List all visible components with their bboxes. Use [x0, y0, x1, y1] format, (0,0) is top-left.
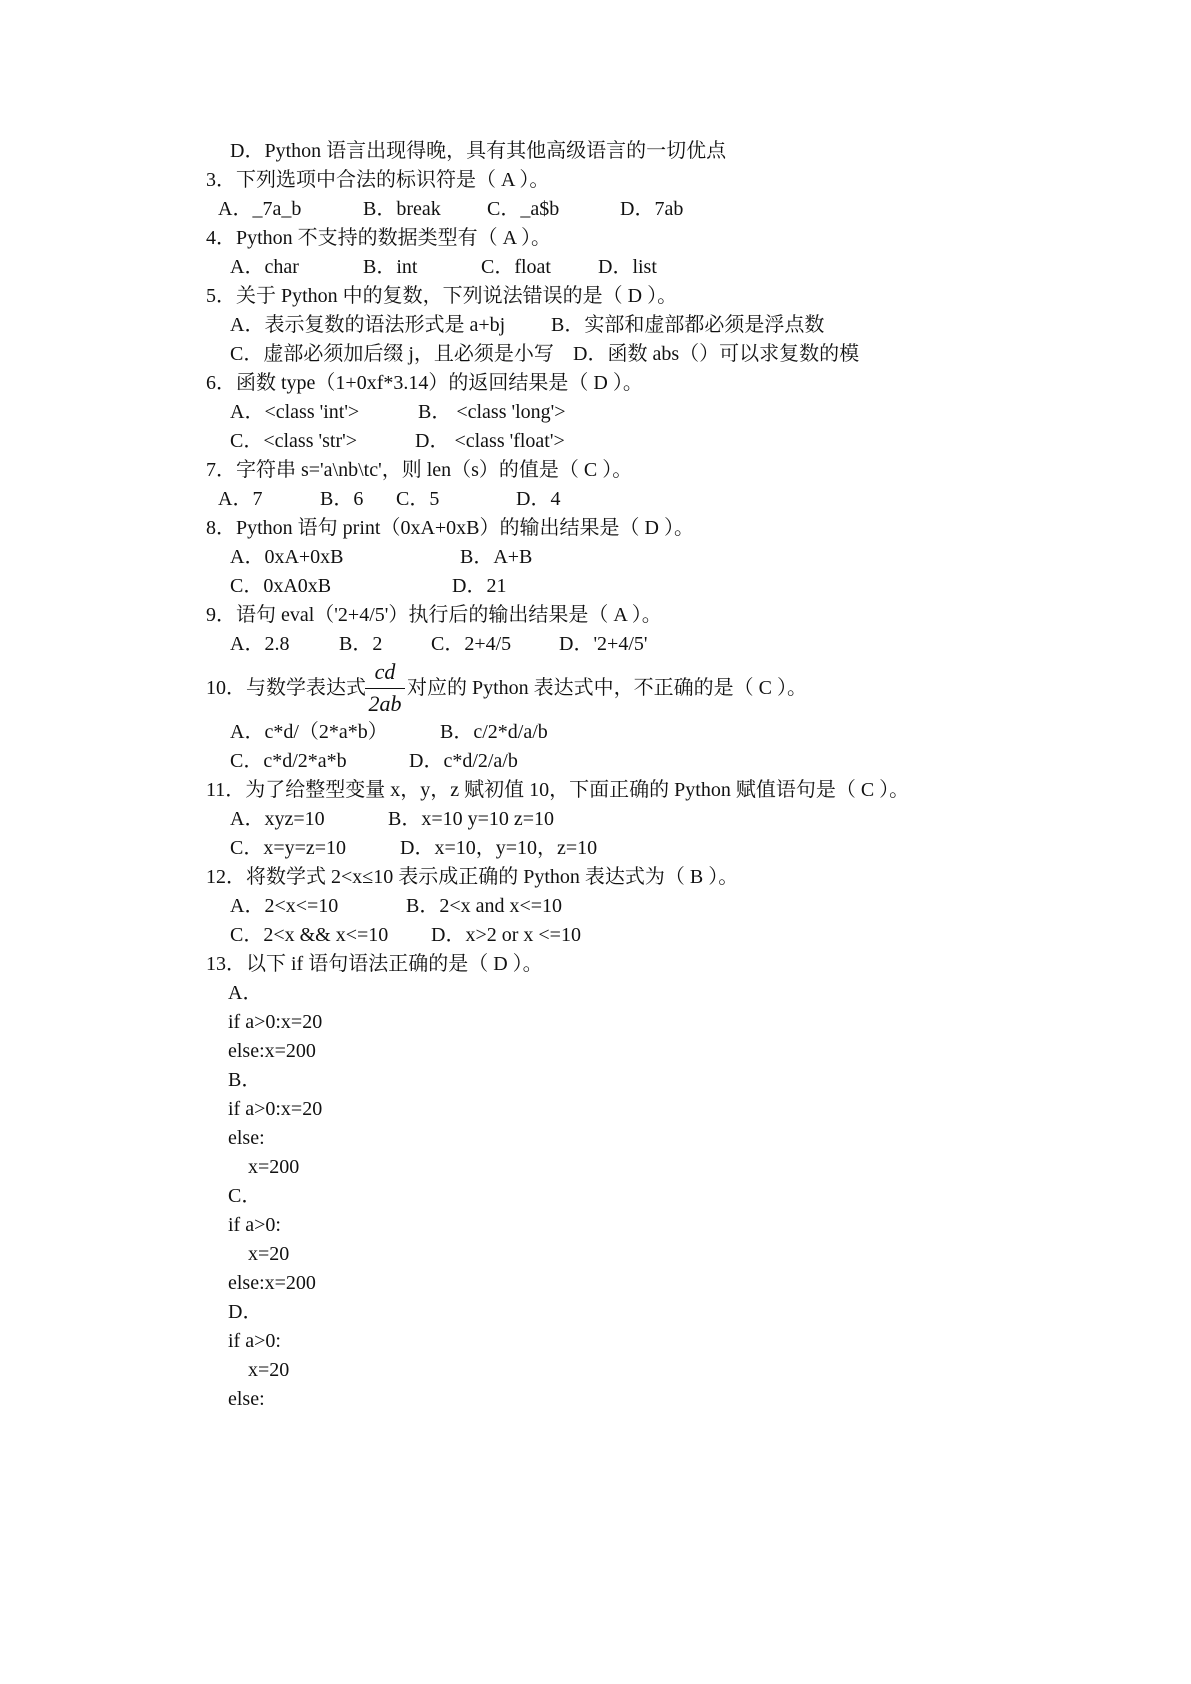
q9-option-c: C．2+4/5: [431, 633, 512, 655]
q4-question: 4．Python 不支持的数据类型有（ A ）。: [206, 227, 552, 249]
q6-option-a: A．<class 'int'>: [230, 401, 360, 423]
q6-option-d: D． <class 'float'>: [415, 430, 565, 452]
q11-option-d: D．x=10，y=10，z=10: [400, 837, 598, 859]
q9-option-d: D．'2+4/5': [559, 633, 648, 655]
q4-option-a: A．char: [230, 256, 299, 278]
q13-code-line: if a>0:x=20: [228, 1011, 323, 1033]
q8-option-c: C．0xA0xB: [230, 575, 332, 597]
q13-code-line: C．: [228, 1185, 262, 1207]
q10-fraction-bar: [365, 688, 405, 689]
q13-code-line: x=20: [248, 1243, 290, 1265]
q10-math-fraction: [365, 659, 405, 717]
q9-option-b: B．2: [339, 633, 383, 655]
q11-option-c: C．x=y=z=10: [230, 837, 347, 859]
q6-option-c: C．<class 'str'>: [230, 430, 357, 452]
q2-option-d: D．Python 语言出现得晚，具有其他高级语言的一切优点: [230, 140, 727, 162]
q13-code-line: B．: [228, 1069, 262, 1091]
q10-option-d: D．c*d/2/a/b: [409, 750, 518, 772]
q13-code-line: x=200: [248, 1156, 300, 1178]
q5-option-d: D．函数 abs（）可以求复数的模: [573, 343, 860, 365]
q13-code-line: else:: [228, 1127, 265, 1149]
q3-question: 3．下列选项中合法的标识符是（ A ）。: [206, 169, 550, 191]
q3-option-d: D．7ab: [620, 198, 684, 220]
q10-question-prefix: 10．与数学表达式: [206, 677, 366, 699]
q13-code-line: if a>0:: [228, 1214, 281, 1236]
q7-question: 7．字符串 s='a\nb\tc'，则 len（s）的值是（ C ）。: [206, 459, 633, 481]
q11-question: 11．为了给整型变量 x，y，z 赋初值 10，下面正确的 Python 赋值语句是（ C ）。: [206, 779, 910, 801]
q12-option-c: C．2<x && x<=10: [230, 924, 389, 946]
q9-question: 9．语句 eval（'2+4/5'）执行后的输出结果是（ A ）。: [206, 604, 662, 626]
q4-option-b: B．int: [363, 256, 418, 278]
q4-option-c: C．float: [481, 256, 551, 278]
q13-code-line: A．: [228, 982, 263, 1004]
q3-option-b: B．break: [363, 198, 441, 220]
q12-question: 12．将数学式 2<x≤10 表示成正确的 Python 表达式为（ B ）。: [206, 866, 739, 888]
q11-option-b: B．x=10 y=10 z=10: [388, 808, 555, 830]
q5-option-b: B．实部和虚部都必须是浮点数: [551, 314, 825, 336]
q5-option-c: C．虚部必须加后缀 j，且必须是小写: [230, 343, 554, 365]
q6-question: 6．函数 type（1+0xf*3.14）的返回结果是（ D ）。: [206, 372, 643, 394]
q7-option-d: D．4: [516, 488, 561, 510]
q7-option-a: A．7: [218, 488, 263, 510]
q13-question: 13．以下 if 语句语法正确的是（ D ）。: [206, 953, 543, 975]
q12-option-a: A．2<x<=10: [230, 895, 339, 917]
q7-option-c: C．5: [396, 488, 440, 510]
q10-option-b: B．c/2*d/a/b: [440, 721, 548, 743]
q8-option-a: A．0xA+0xB: [230, 546, 344, 568]
q13-code-line: if a>0:x=20: [228, 1098, 323, 1120]
q4-option-d: D．list: [598, 256, 657, 278]
q10-question-suffix: 对应的 Python 表达式中，不正确的是（ C ）。: [407, 677, 808, 699]
q8-question: 8．Python 语句 print（0xA+0xB）的输出结果是（ D ）。: [206, 517, 694, 539]
q13-code-line: x=20: [248, 1359, 290, 1381]
q13-code-line: else:: [228, 1388, 265, 1410]
q10-option-a: A．c*d/（2*a*b）: [230, 721, 388, 743]
q13-code-line: else:x=200: [228, 1272, 316, 1294]
q12-option-d: D．x>2 or x <=10: [431, 924, 581, 946]
q11-option-a: A．xyz=10: [230, 808, 325, 830]
q5-question: 5．关于 Python 中的复数，下列说法错误的是（ D ）。: [206, 285, 678, 307]
q12-option-b: B．2<x and x<=10: [406, 895, 563, 917]
q8-option-b: B．A+B: [460, 546, 533, 568]
q13-code-line: D．: [228, 1301, 263, 1323]
q13-code-line: if a>0:: [228, 1330, 281, 1352]
q10-fraction-denominator: 2ab: [368, 691, 402, 716]
q8-option-d: D．21: [452, 575, 507, 597]
q3-option-a: A．_7a_b: [218, 198, 302, 220]
q13-code-line: else:x=200: [228, 1040, 316, 1062]
q6-option-b: B． <class 'long'>: [418, 401, 566, 423]
q10-option-c: C．c*d/2*a*b: [230, 750, 347, 772]
q5-option-a: A．表示复数的语法形式是 a+bj: [230, 314, 506, 336]
q7-option-b: B．6: [320, 488, 364, 510]
q9-option-a: A．2.8: [230, 633, 290, 655]
q10-fraction-numerator: cd: [374, 659, 396, 684]
q3-option-c: C．_a$b: [487, 198, 560, 220]
